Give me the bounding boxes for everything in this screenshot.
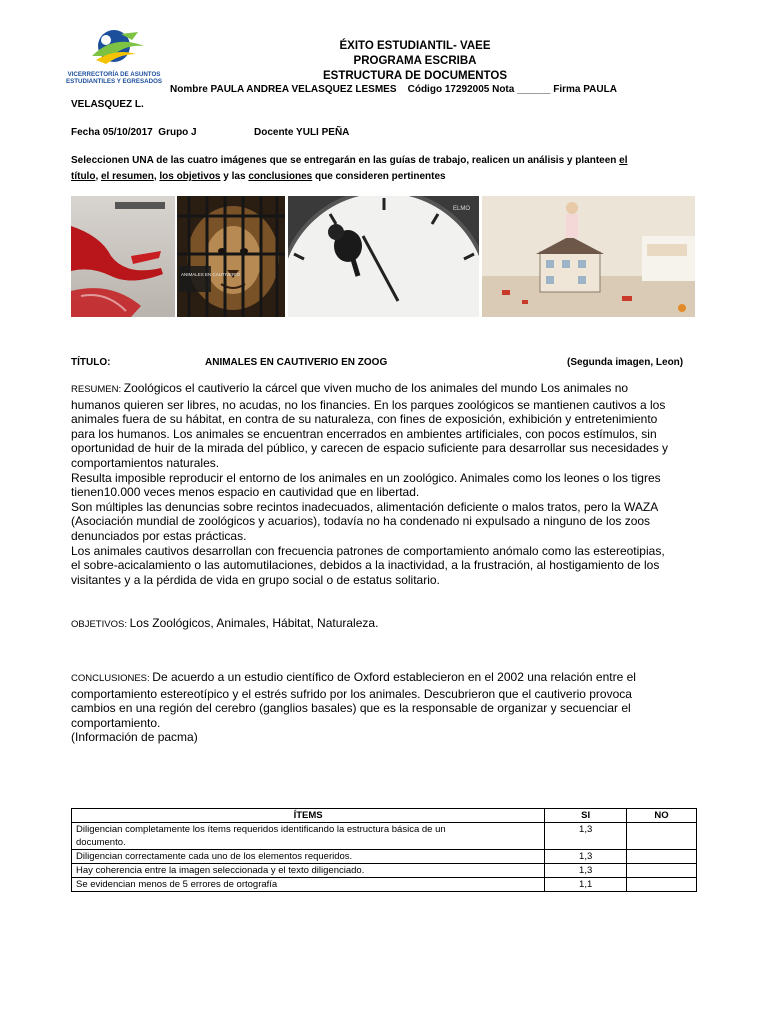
- image-2-lion-cage: [177, 196, 285, 317]
- image-3-brand: ELMO: [453, 206, 471, 212]
- table-row: [72, 823, 697, 850]
- teacher: Docente YULI PEÑA: [254, 127, 350, 138]
- summary-line: comportamientos naturales.: [71, 455, 220, 470]
- title-label: TÍTULO:: [71, 357, 111, 368]
- rubric-si: 1,3: [545, 850, 627, 864]
- rubric-header-row: [72, 809, 697, 823]
- summary-line: visitantes y a la pérdida de vida en grupo social o de estatus solitario.: [71, 572, 440, 587]
- student-info: Nombre PAULA ANDREA VELASQUEZ LESMES Código 17292005 Nota ______ Firma PAULA: [170, 84, 617, 95]
- image-1-hand-blood: [71, 196, 175, 317]
- rubric-no: [627, 823, 697, 850]
- summary-line: Zoológicos el cautiverio la cárcel que viven mucho de los animales del mundo Los animales no: [123, 381, 629, 395]
- title-note: (Segunda imagen, Leon): [567, 357, 684, 368]
- rubric-header-si: SI: [545, 809, 627, 823]
- summary-line: Resulta imposible reproducir el entorno de los animales en un zoológico. Animales como los leones o los tigres: [71, 470, 661, 485]
- logo-text-2: ESTUDIANTILES Y EGRESADOS: [66, 78, 162, 85]
- summary-line: Son múltiples las denuncias sobre recintos inadecuados, alimentación deficiente o malos tratos, pero la WAZA: [71, 499, 659, 514]
- image-4-toy-house: [482, 196, 695, 317]
- conclusions-line: cambios en una región del cerebro (ganglios basales) que es la responsable de organizar y secuenciar el: [71, 701, 631, 716]
- header-title: ÉXITO ESTUDIANTIL- VAEE: [339, 40, 491, 52]
- conclusions-label: CONCLUSIONES:: [71, 673, 153, 684]
- summary: [71, 381, 711, 587]
- summary-label: RESUMEN:: [71, 384, 124, 395]
- summary-line: animales fuera de su hábitat, en contra de su naturaleza, con fines de exposición, exhibición y entretenimiento: [71, 412, 658, 427]
- summary-line: denunciados por estas prácticas.: [71, 528, 247, 543]
- conclusions-line: comportamiento estereotípico y el estrés sufrido por los animales. Descubrieron que el cautiverio provoca: [71, 686, 632, 701]
- logo-head: [101, 35, 111, 45]
- rubric-item: Diligencian correctamente cada uno de los elementos requeridos.: [72, 850, 545, 864]
- rubric-header-items: ÍTEMS: [72, 809, 545, 823]
- conclusions: [71, 670, 711, 745]
- table-row: [72, 850, 697, 864]
- header-program: PROGRAMA ESCRIBA: [353, 55, 477, 67]
- rubric-table: [71, 808, 697, 892]
- summary-line: el sobre-acicalamiento o las automutilaciones, debidos a la inactividad, a la frustración, al hostigamiento de los: [71, 558, 660, 573]
- conclusions-line: (Información de pacma): [71, 730, 198, 745]
- table-row: [72, 864, 697, 878]
- university-logo: [66, 26, 162, 90]
- rubric-si: 1,3: [545, 864, 627, 878]
- summary-line: (Asociación mundial de zoológicos y acuarios), todavía no ha condenado ni expulsado a ninguno de los zoos: [71, 514, 651, 529]
- instructions: Seleccionen UNA de las cuatro imágenes que se entregarán en las guías de trabajo, realicen un análisis y planteen el título, el resumen, los objetivos y las conclusiones que consideren pertinentes: [71, 155, 628, 182]
- rubric-no: [627, 864, 697, 878]
- header-structure: ESTRUCTURA DE DOCUMENTOS: [322, 70, 507, 82]
- rubric-item: Hay coherencia entre la imagen seleccionada y el texto diligenciado.: [72, 864, 545, 878]
- rubric-item: Diligencian completamente los ítems requeridos identificando la estructura básica de un documento.: [72, 823, 545, 850]
- rubric-no: [627, 878, 697, 892]
- logo-text-1: VICERRECTORÍA DE ASUNTOS: [67, 71, 161, 78]
- rubric-no: [627, 850, 697, 864]
- objectives-value: Los Zoológicos, Animales, Hábitat, Naturaleza.: [129, 616, 379, 630]
- rubric-header-no: NO: [627, 809, 697, 823]
- summary-line: humanos quieren ser libres, no acudas, no los financies. En los parques zoológicos se mantienen cautivos a los: [71, 397, 666, 412]
- summary-line: tienen10.000 veces menos espacio en cautividad que en libertad.: [71, 485, 420, 500]
- objectives-label: OBJETIVOS:: [71, 619, 130, 630]
- rubric-si: 1,3: [545, 823, 627, 850]
- summary-line: para los humanos. Los animales se encuentran encerrados en ambientes artificiales, con pocos estímulos, sin: [71, 426, 657, 441]
- summary-line: Los animales cautivos desarrollan con frecuencia patrones de comportamiento anómalo como las estereotipias,: [71, 543, 665, 558]
- image-3-gorilla-clock: [288, 196, 479, 317]
- objectives: [71, 616, 711, 633]
- table-row: [72, 878, 697, 892]
- conclusions-line: De acuerdo a un estudio científico de Oxford establecieron en el 2002 una relación entre el: [152, 670, 636, 684]
- rubric-item: Se evidencian menos de 5 errores de ortografía: [72, 878, 545, 892]
- student-info-continued: VELASQUEZ L.: [71, 99, 144, 110]
- summary-line: oportunidad de huir de la mirada del público, y carecen de espacio suficiente para desarrollar sus necesidades y: [71, 441, 669, 456]
- rubric-si: 1,1: [545, 878, 627, 892]
- conclusions-line: comportamiento.: [71, 715, 161, 730]
- image-2-caption: ANIMALES EN CAUTIVERIO: [181, 272, 241, 277]
- title-value: ANIMALES EN CAUTIVERIO EN ZOOG: [205, 357, 388, 368]
- date-group: Fecha 05/10/2017 Grupo J: [71, 127, 197, 138]
